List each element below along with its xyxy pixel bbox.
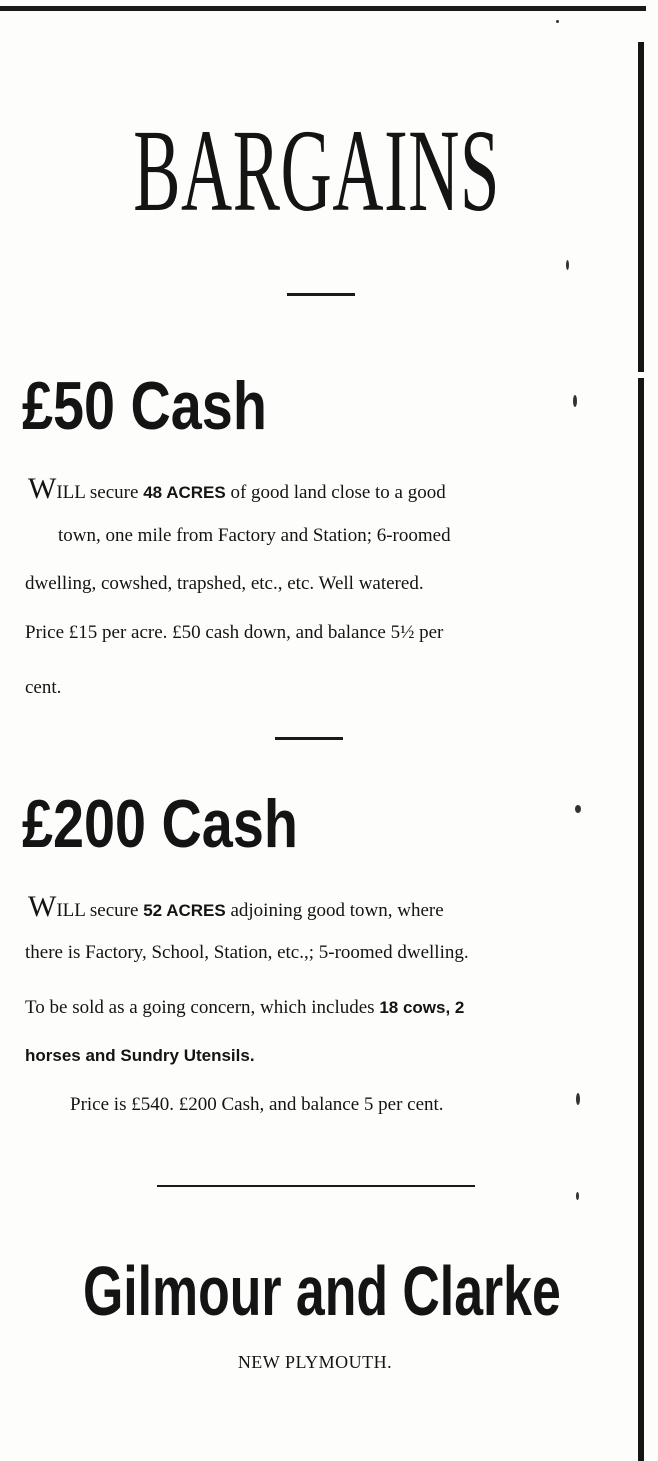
headline: BARGAINS	[133, 105, 500, 236]
listing-line: cent.	[25, 677, 62, 698]
print-speck	[573, 395, 577, 407]
divider	[157, 1185, 475, 1187]
divider	[287, 293, 355, 296]
listing-line: WILL secure 52 ACRES adjoining good town, where	[28, 890, 444, 923]
column-rule	[638, 42, 644, 372]
print-speck	[566, 260, 569, 270]
listing-line: there is Factory, School, Station, etc.,; 5-roomed dwelling.	[25, 942, 469, 963]
listing-line: horses and Sundry Utensils.	[25, 1046, 255, 1065]
divider	[275, 737, 343, 740]
drop-cap: W	[28, 472, 57, 505]
drop-cap: W	[28, 890, 57, 923]
print-speck	[556, 20, 559, 23]
listing-price: £200 Cash	[22, 786, 298, 862]
firm-location: NEW PLYMOUTH.	[237, 1352, 393, 1372]
listing-line: Price £15 per acre. £50 cash down, and balance 5½ per	[25, 622, 444, 643]
listing-line: town, one mile from Factory and Station; 6-roomed	[58, 525, 451, 546]
listing-price: £50 Cash	[22, 368, 267, 444]
firm-name: Gilmour and Clarke	[82, 1252, 561, 1330]
listing-line: WILL secure 48 ACRES of good land close to a good	[28, 472, 446, 505]
print-speck	[576, 1093, 580, 1105]
listing-line: Price is £540. £200 Cash, and balance 5 per cent.	[70, 1094, 444, 1115]
listing-line: To be sold as a going concern, which includes 18 cows, 2	[25, 997, 465, 1018]
column-rule	[638, 378, 644, 1461]
listing-line: dwelling, cowshed, trapshed, etc., etc. Well watered.	[25, 573, 424, 594]
print-speck	[575, 805, 581, 813]
print-speck	[576, 1192, 579, 1200]
top-border-rule	[0, 6, 646, 11]
